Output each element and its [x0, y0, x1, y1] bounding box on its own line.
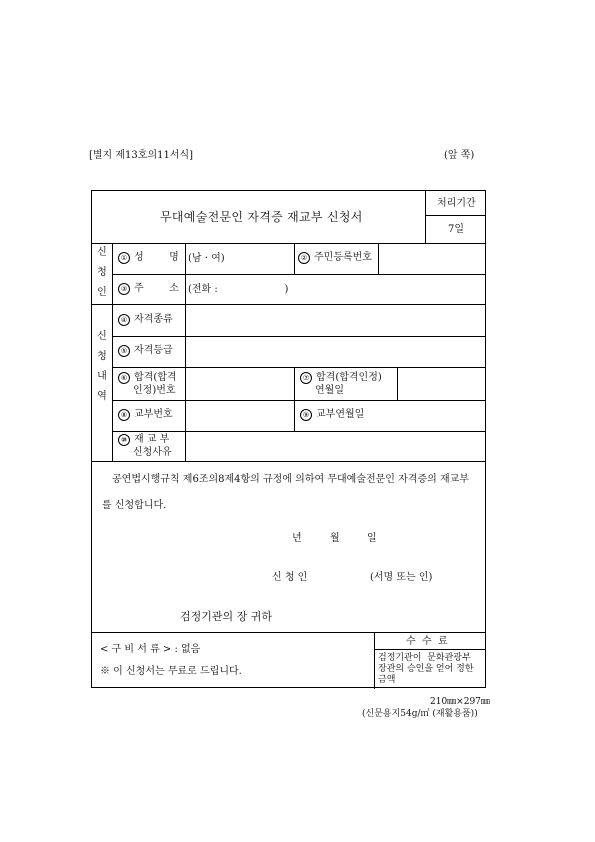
divider: [112, 243, 113, 461]
processing-label: 처리기간: [437, 198, 476, 209]
paper-type: (신문용지54g/㎡ (재활용품)): [362, 709, 478, 719]
fee-label: 수 수 료: [406, 636, 448, 647]
num-1-icon: ①: [118, 252, 130, 264]
name-label: ① 성 명: [118, 252, 179, 265]
address-label: ③ 주 소: [118, 283, 179, 296]
divider: [112, 336, 485, 337]
num-9-icon: ⑨: [300, 409, 312, 421]
divider: [92, 243, 485, 244]
processing-value: 7일: [448, 224, 465, 235]
fee-text-2: 장관의 승인을 얻어 정한: [378, 664, 474, 674]
divider: [112, 274, 485, 275]
divider: [378, 243, 379, 274]
addressee: 검정기관의 장 귀하: [180, 610, 273, 623]
divider: [426, 215, 485, 216]
divider: [374, 649, 485, 650]
divider: [374, 632, 375, 689]
reissue-reason-label: ⑩ 재 교 부: [118, 434, 169, 447]
issue-date-label: ⑨ 교부연월일: [300, 409, 364, 422]
application-form: [91, 190, 486, 688]
gender-value: (남 · 여): [188, 253, 225, 264]
statement: 공연법시행규칙 제6조의8제4항의 규정에 의하여 무대예술전문인 자격증의 재교부를 신청합니다.: [102, 474, 469, 511]
reissue-reason-label-2: 신청사유: [133, 447, 172, 458]
signature-label: 신 청 인: [272, 572, 308, 583]
divider: [294, 243, 295, 274]
form-title: 무대예술전문인 자격증 재교부 신청서: [160, 210, 363, 224]
num-4-icon: ④: [118, 314, 130, 326]
page-side: (앞 쪽): [444, 150, 475, 161]
divider: [425, 191, 426, 243]
license-type-label: ④ 자격종류: [118, 314, 173, 327]
form-number: [별지 제13호의11서식]: [89, 150, 194, 161]
num-3-icon: ③: [118, 283, 130, 295]
pass-number-label: ⑥ 합격(합격: [118, 372, 177, 385]
resident-number-label: ② 주민등록번호: [298, 252, 372, 265]
section-applicant: 신 청 인: [97, 247, 107, 298]
pass-date-label-2: 연월일: [315, 385, 344, 396]
pass-number-label-2: 인정)번호: [133, 385, 176, 396]
paper-size: 210㎜×297㎜: [430, 697, 490, 707]
free-note: ※ 이 신청서는 무료로 드립니다.: [100, 666, 242, 677]
required-documents: < 구 비 서 류 > : 없음: [100, 644, 201, 655]
divider: [112, 431, 485, 432]
divider: [112, 400, 485, 401]
num-6-icon: ⑥: [118, 372, 130, 384]
date-day: 일: [367, 533, 377, 544]
num-5-icon: ⑤: [118, 345, 130, 357]
fee-text-1: 검정기관이 문화관광부: [378, 653, 471, 663]
num-7-icon: ⑦: [300, 372, 312, 384]
section-details: 신 청 내 역: [97, 331, 107, 402]
issue-number-label: ⑧ 교부번호: [118, 409, 173, 422]
divider: [294, 367, 295, 431]
num-2-icon: ②: [298, 252, 310, 264]
divider: [92, 632, 485, 633]
pass-date-label: ⑦ 합격(합격인정): [300, 372, 382, 385]
date-year: 년: [292, 533, 302, 544]
signature-note: (서명 또는 인): [370, 572, 433, 583]
fee-text-3: 금액: [378, 675, 396, 685]
date-month: 월: [330, 533, 340, 544]
phone-value: (전화 : ): [188, 284, 289, 295]
divider: [185, 243, 186, 461]
divider: [92, 461, 485, 462]
num-8-icon: ⑧: [118, 409, 130, 421]
divider: [112, 367, 485, 368]
divider: [92, 304, 485, 305]
license-grade-label: ⑤ 자격등급: [118, 345, 173, 358]
num-10-icon: ⑩: [118, 434, 130, 446]
divider: [397, 367, 398, 400]
